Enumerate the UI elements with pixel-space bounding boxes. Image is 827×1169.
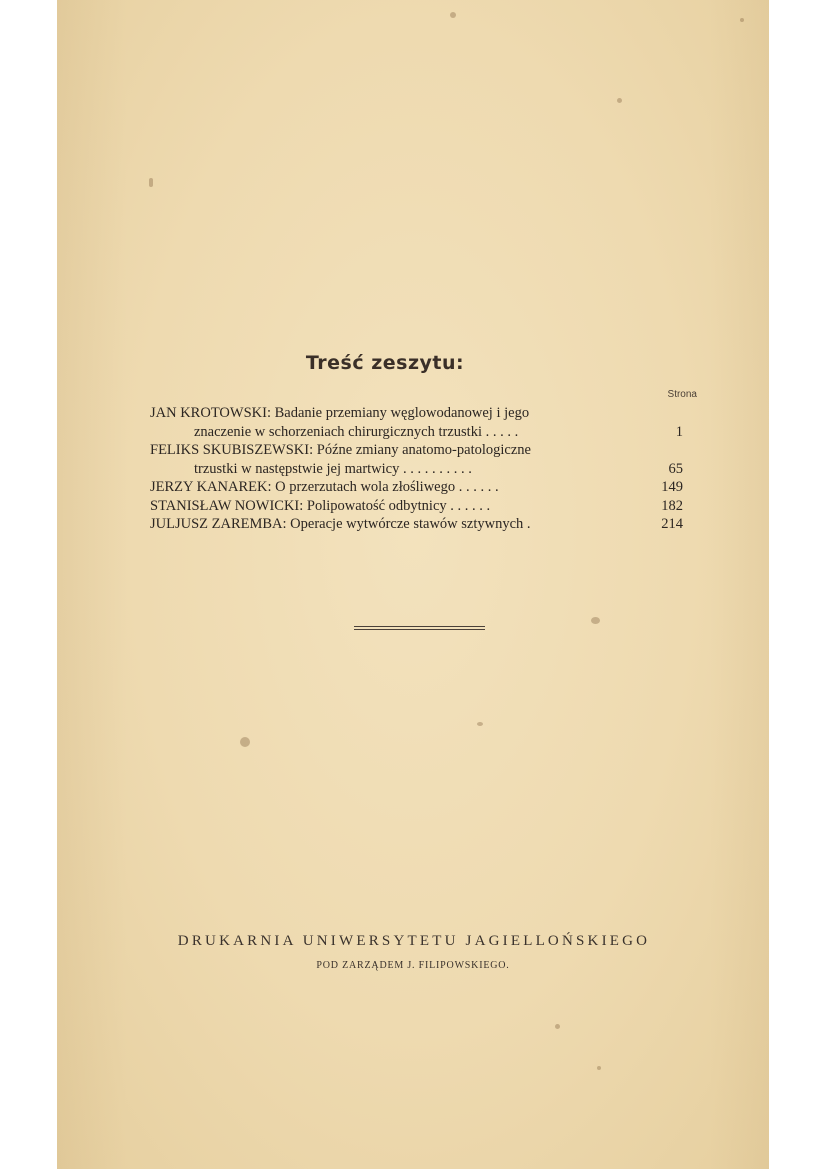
- paper-speck: [591, 617, 600, 624]
- toc-page-number: 182: [661, 497, 683, 514]
- toc-page-number: 214: [661, 516, 683, 532]
- toc-entry-title-continued: znaczenie w schorzeniach chirurgicznych trzustki . . . . .: [194, 423, 519, 440]
- paper-speck: [149, 178, 153, 187]
- toc-entry-line: [150, 423, 683, 442]
- page-title: Treść zeszytu:: [305, 352, 465, 374]
- document-page: [57, 0, 769, 1169]
- toc-entry-title-continued: trzustki w następstwie jej martwicy . . . . . . . . . .: [194, 460, 472, 477]
- toc-entry-title: JULJUSZ ZAREMBA: Operacje wytwórcze stawów sztywnych .: [150, 516, 531, 532]
- paper-speck: [450, 12, 456, 18]
- toc-entry-title: STANISŁAW NOWICKI: Polipowatość odbytnicy . . . . . .: [150, 497, 491, 514]
- paper-speck: [617, 98, 622, 103]
- toc-page-number: 65: [668, 460, 683, 477]
- paper-speck: [597, 1066, 601, 1070]
- page-shading-right: [709, 0, 769, 1169]
- toc-entry-line: [150, 478, 683, 497]
- paper-speck: [555, 1024, 560, 1029]
- toc-entry-line: [150, 460, 683, 479]
- toc-entry-line: [150, 515, 683, 534]
- paper-speck: [740, 18, 744, 22]
- printer-name: DRUKARNIA UNIWERSYTETU JAGIELLOŃSKIEGO: [177, 933, 651, 949]
- toc-page-number: 1: [675, 423, 683, 440]
- paper-speck: [240, 737, 250, 747]
- divider-rule: [354, 629, 485, 630]
- page-shading-left: [57, 0, 127, 1169]
- paper-speck: [477, 722, 483, 726]
- toc-entry-title: FELIKS SKUBISZEWSKI: Późne zmiany anatomo-patologiczne: [150, 442, 531, 458]
- divider-rule: [354, 626, 485, 627]
- toc-entry-line: [150, 497, 683, 516]
- toc-entry-title: JERZY KANAREK: O przerzutach wola złośliwego . . . . . .: [150, 479, 499, 495]
- toc-page-number: 149: [661, 479, 683, 495]
- page-column-label: Strona: [667, 389, 697, 400]
- toc-entry-line: [150, 441, 683, 460]
- toc-entry-title: JAN KROTOWSKI: Badanie przemiany węglowodanowej i jego: [150, 405, 530, 421]
- table-of-contents: [150, 404, 683, 534]
- toc-entry-line: [150, 404, 683, 423]
- printer-management: POD ZARZĄDEM J. FILIPOWSKIEGO.: [316, 960, 510, 971]
